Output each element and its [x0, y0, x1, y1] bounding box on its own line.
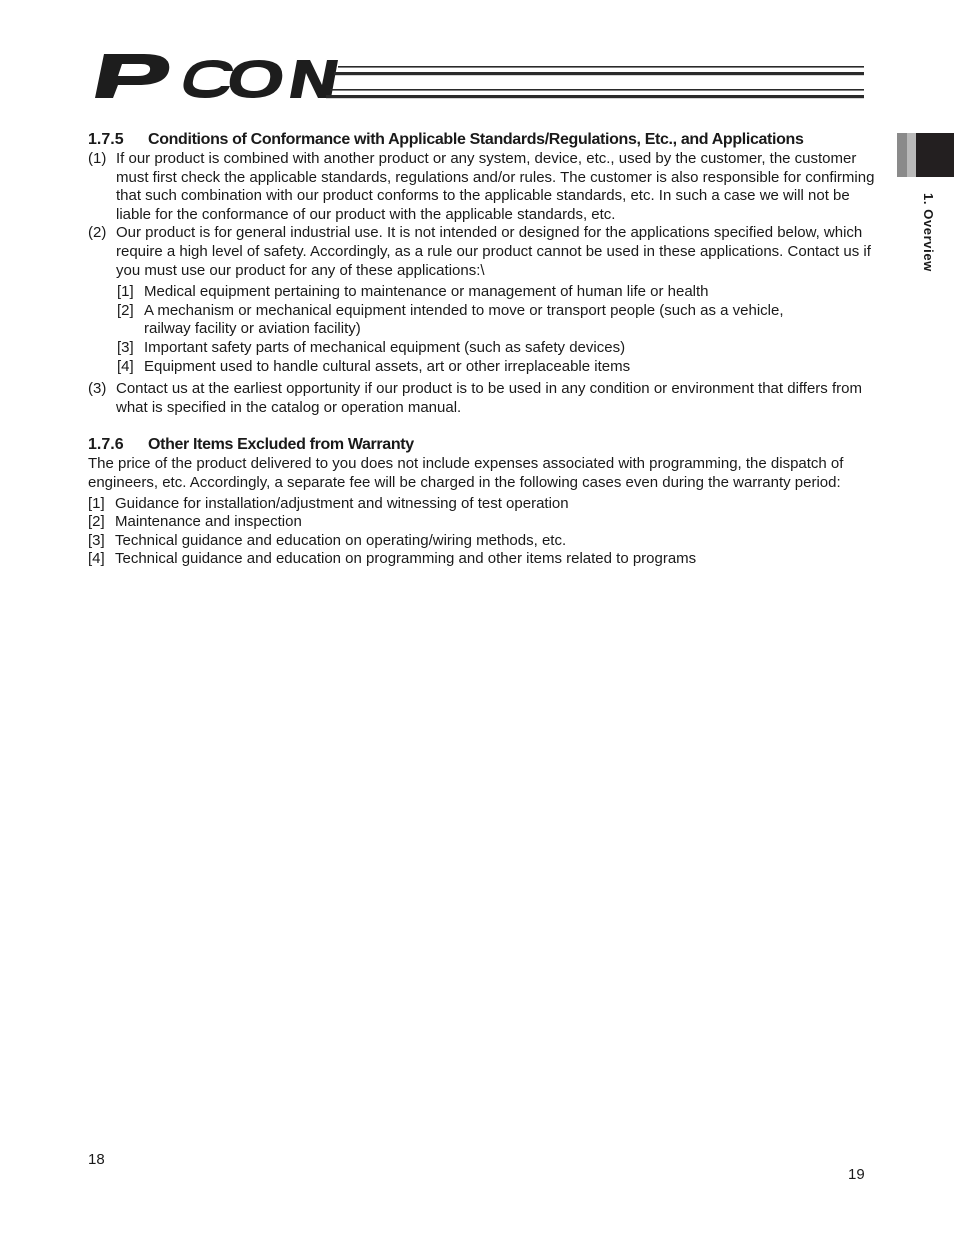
sublist-marker: [1] — [117, 283, 134, 301]
list-text: Guidance for installation/adjustment and witnessing of test operation — [115, 494, 569, 512]
list-text: Our product is for general industrial use. It is not intended or designed for the applications specified below, which require a high level of safety. Accordingly, as a rule our product cannot be used in these applications. Contact us if you must use our product for any of these applications:\ — [116, 224, 871, 279]
application-sublist — [88, 283, 888, 376]
list-marker: [2] — [88, 513, 105, 531]
sublist-item — [88, 339, 888, 358]
list-marker: [4] — [88, 550, 105, 568]
list-text: Technical guidance and education on operating/wiring methods, etc. — [115, 531, 567, 549]
sublist-item — [88, 302, 888, 339]
list-item — [88, 224, 888, 280]
section-number: 1.7.5 — [88, 131, 124, 148]
sublist-text: Equipment used to handle cultural assets, art or other irreplaceable items — [144, 357, 631, 375]
list-item — [88, 532, 888, 551]
list-text: Contact us at the earliest opportunity if our product is to be used in any condition or environment that differs from what is specified in the catalog or operation manual. — [116, 380, 862, 416]
sublist-text: Important safety parts of mechanical equipment (such as safety devices) — [144, 338, 626, 356]
sublist-marker: [3] — [117, 338, 134, 356]
page-number-left: 18 — [88, 1151, 105, 1168]
sublist-marker: [2] — [117, 301, 134, 319]
sublist-text: Medical equipment pertaining to maintenance or management of human life or health — [144, 283, 709, 301]
list-text: Maintenance and inspection — [115, 513, 302, 531]
sublist-text: A mechanism or mechanical equipment intended to move or transport people (such as a vehicle, railway facility or aviation facility) — [144, 301, 784, 338]
list-text: Technical guidance and education on programming and other items related to programs — [115, 550, 697, 568]
section-title: Other Items Excluded from Warranty — [148, 436, 414, 454]
pcon-logo-graphic — [94, 52, 866, 100]
list-item — [88, 513, 888, 532]
chapter-tab — [897, 133, 954, 177]
list-item — [88, 550, 888, 569]
list-text: If our product is combined with another product or any system, device, etc., used by the customer, the customer must first check the applicable standards, regulations and/or rules. The customer is also responsible for confirming that such combination with our product conforms to the applicable standards, etc. In such a case we will not be liable for the conformance of our product with the applicable standards, etc. — [116, 150, 875, 223]
list-item — [88, 380, 888, 417]
pcon-logo — [94, 52, 866, 100]
chapter-label: 1. Overview — [921, 193, 936, 272]
warranty-paragraph: The price of the product delivered to you does not include expenses associated with programming, the dispatch of engineers, etc. Accordingly, a separate fee will be charged in the following cases even during the warranty period: — [88, 455, 844, 491]
warranty-list — [88, 495, 888, 569]
sublist-marker: [4] — [117, 357, 134, 375]
list-marker: (2) — [88, 224, 107, 242]
chapter-tab-stripe-light — [907, 133, 916, 177]
list-marker: (1) — [88, 150, 107, 167]
page-content — [88, 130, 888, 569]
page-number-right: 19 — [848, 1166, 865, 1183]
section-heading-1-7-6 — [88, 435, 888, 455]
list-marker: [3] — [88, 531, 105, 549]
section-number: 1.7.6 — [88, 436, 124, 454]
chapter-tab-block — [916, 133, 954, 177]
list-marker: (3) — [88, 380, 107, 398]
list-item — [88, 495, 888, 514]
section-heading-1-7-5 — [88, 130, 888, 150]
sublist-item — [88, 283, 888, 302]
chapter-tab-stripe-dark — [897, 133, 907, 177]
list-item — [88, 150, 888, 224]
section-title: Conditions of Conformance with Applicable Standards/Regulations, Etc., and Applications — [148, 131, 804, 148]
sublist-item — [88, 358, 888, 377]
list-marker: [1] — [88, 494, 105, 512]
pcon-logo-lettering — [95, 54, 338, 98]
